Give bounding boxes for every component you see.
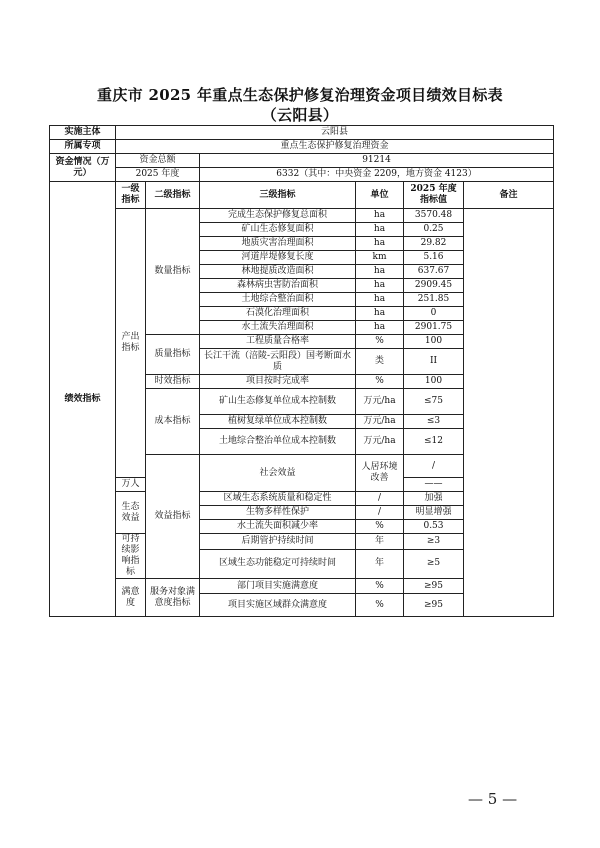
header-level3: 三级指标 — [200, 182, 356, 209]
indicator-name: 土地综合整治面积 — [200, 293, 356, 307]
indicator-name: 水土流失治理面积 — [200, 321, 356, 335]
row-program — [50, 140, 554, 154]
indicator-name: 林地提质改造面积 — [200, 265, 356, 279]
indicator-unit: / — [404, 455, 464, 478]
indicator-value: ≥5 — [404, 549, 464, 578]
year-label: 2025 年度 — [116, 168, 200, 182]
indicator-unit: 年 — [356, 549, 404, 578]
indicator-value: 0 — [404, 307, 464, 321]
indicator-unit: 类 — [356, 349, 404, 375]
indicator-value: 251.85 — [404, 293, 464, 307]
indicator-name: 生物多样性保护 — [200, 506, 356, 520]
benefit-indicator-label: 效益指标 — [146, 455, 200, 579]
indicator-value: 29.82 — [404, 237, 464, 251]
indicator-name: 水土流失面积减少率 — [200, 520, 356, 534]
timeliness-indicator-label: 时效指标 — [146, 375, 200, 389]
indicator-unit: / — [356, 492, 404, 506]
indicator-unit: ha — [356, 307, 404, 321]
total-value: 91214 — [200, 154, 554, 168]
quantity-indicator-label: 数量指标 — [146, 209, 200, 335]
indicator-unit: ha — [356, 209, 404, 223]
indicator-unit: 年 — [356, 534, 404, 550]
indicator-unit: ha — [356, 279, 404, 293]
table-subtitle: （云阳县） — [261, 106, 339, 124]
indicator-value: —— — [404, 478, 464, 492]
indicator-name: 完成生态保护修复总面积 — [200, 209, 356, 223]
indicator-unit: ha — [356, 237, 404, 251]
indicator-unit: 万元/ha — [356, 389, 404, 415]
indicator-value: 明显增强 — [404, 506, 464, 520]
indicator-value: 2901.75 — [404, 321, 464, 335]
indicator-unit: ha — [356, 265, 404, 279]
program-label: 所属专项 — [50, 140, 116, 154]
indicator-unit: 万人 — [116, 478, 146, 492]
indicator-name: 河道岸堤修复长度 — [200, 251, 356, 265]
indicator-value: ≥95 — [404, 579, 464, 594]
header-row — [50, 182, 554, 209]
header-level1: 一级指标 — [116, 182, 146, 209]
indicator-name: 土地综合整治单位成本控制数 — [200, 429, 356, 455]
perf-indicator-label: 绩效指标 — [50, 182, 116, 617]
indicator-value: 100 — [404, 335, 464, 349]
header-remark: 备注 — [464, 182, 554, 209]
subject-value: 云阳县 — [116, 126, 554, 140]
indicator-value: 3570.48 — [404, 209, 464, 223]
indicator-name: 矿山生态修复面积 — [200, 223, 356, 237]
indicator-unit: 万元/ha — [356, 429, 404, 455]
funds-label: 资金情况（万元） — [50, 154, 116, 182]
service-satisfaction-label: 服务对象满意度指标 — [146, 579, 200, 617]
table-title: 重庆市 2025 年重点生态保护修复治理资金项目绩效目标表 — [97, 86, 503, 104]
indicator-name: 后期管护持续时间 — [200, 534, 356, 550]
ecological-indicator-label: 生态效益 — [116, 492, 146, 534]
social-indicator-label: 社会效益 — [200, 455, 356, 492]
indicator-unit: ha — [356, 293, 404, 307]
indicator-unit: 万元/ha — [356, 415, 404, 429]
indicator-name: 区域生态系统质量和稳定性 — [200, 492, 356, 506]
indicator-value: 0.25 — [404, 223, 464, 237]
satisfaction-indicator-label: 满意度 — [116, 579, 146, 617]
indicator-name: 石漠化治理面积 — [200, 307, 356, 321]
indicator-value: ≥95 — [404, 594, 464, 617]
header-target: 2025 年度指标值 — [404, 182, 464, 209]
row-subject — [50, 126, 554, 140]
indicator-unit: % — [356, 520, 404, 534]
remark-cell — [464, 209, 554, 617]
subject-label: 实施主体 — [50, 126, 116, 140]
indicator-name: 长江干流（涪陵-云阳段）国考断面水质 — [200, 349, 356, 375]
indicator-name: 工程质量合格率 — [200, 335, 356, 349]
indicator-name: 植树复绿单位成本控制数 — [200, 415, 356, 429]
sustainable-indicator-label: 可持续影响指标 — [116, 534, 146, 579]
header-unit: 单位 — [356, 182, 404, 209]
row-funds-total — [50, 154, 554, 168]
indicator-unit: % — [356, 375, 404, 389]
indicator-value: ≥3 — [404, 534, 464, 550]
indicator-name: 矿山生态修复单位成本控制数 — [200, 389, 356, 415]
output-indicator-label: 产出指标 — [116, 209, 146, 478]
cost-indicator-label: 成本指标 — [146, 389, 200, 455]
indicator-value: 5.16 — [404, 251, 464, 265]
program-value: 重点生态保护修复治理资金 — [116, 140, 554, 154]
indicator-name: 项目按时完成率 — [200, 375, 356, 389]
indicator-unit: km — [356, 251, 404, 265]
indicator-unit: % — [356, 335, 404, 349]
indicator-value: 100 — [404, 375, 464, 389]
year-value: 6332（其中：中央资金 2209，地方资金 4123） — [200, 168, 554, 182]
indicator-name: 人居环境改善 — [356, 455, 404, 492]
indicator-unit: / — [356, 506, 404, 520]
indicator-value: ≤12 — [404, 429, 464, 455]
indicator-unit: % — [356, 594, 404, 617]
indicator-unit: % — [356, 579, 404, 594]
indicator-name: 地质灾害治理面积 — [200, 237, 356, 251]
indicator-value: 2909.45 — [404, 279, 464, 293]
indicator-value: ≤75 — [404, 389, 464, 415]
row-funds-year — [50, 168, 554, 182]
indicator-name: 区域生态功能稳定可持续时间 — [200, 549, 356, 578]
indicator-value: 637.67 — [404, 265, 464, 279]
indicator-name: 部门项目实施满意度 — [200, 579, 356, 594]
table-row — [50, 209, 554, 223]
indicator-value: II — [404, 349, 464, 375]
indicator-unit: ha — [356, 321, 404, 335]
indicator-value: 加强 — [404, 492, 464, 506]
indicator-name: 项目实施区域群众满意度 — [200, 594, 356, 617]
page-number: — 5 — — [468, 790, 518, 808]
quality-indicator-label: 质量指标 — [146, 335, 200, 375]
indicator-value: 0.53 — [404, 520, 464, 534]
indicator-name: 森林病虫害防治面积 — [200, 279, 356, 293]
indicator-value: ≤3 — [404, 415, 464, 429]
indicator-unit: ha — [356, 223, 404, 237]
header-level2: 二级指标 — [146, 182, 200, 209]
total-label: 资金总额 — [116, 154, 200, 168]
performance-target-table — [49, 125, 554, 617]
